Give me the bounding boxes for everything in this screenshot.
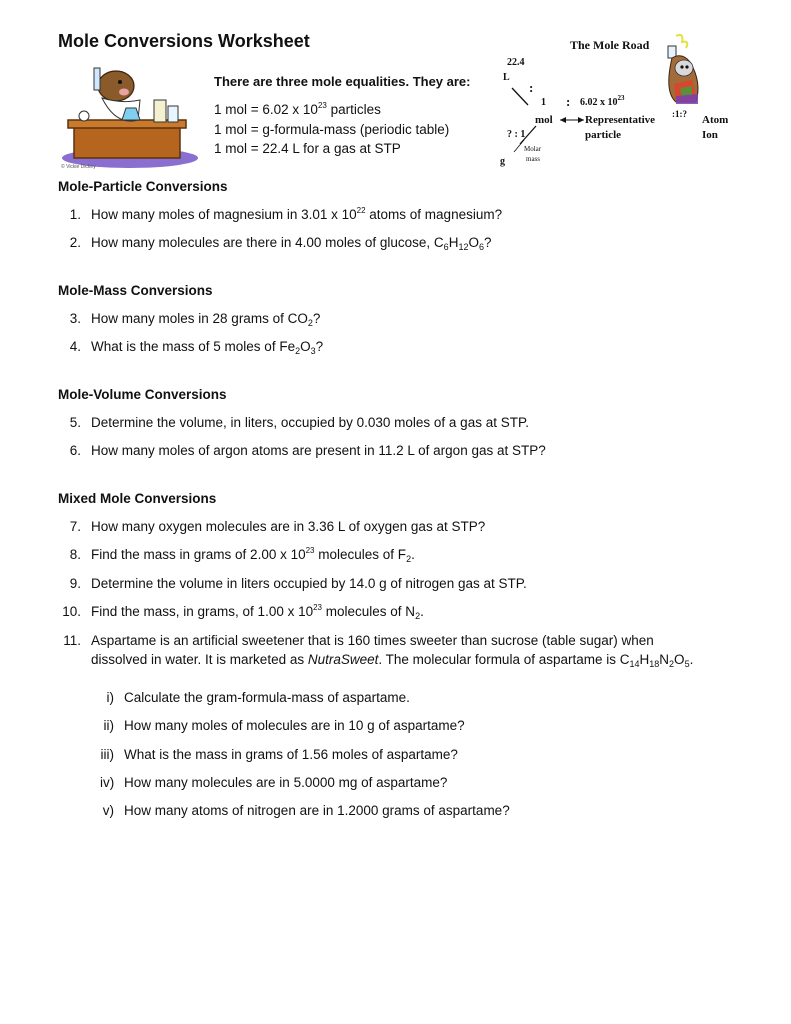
- question-6: 6. How many moles of argon atoms are present in 11.2 L of argon gas at STP?: [69, 443, 546, 458]
- road-one: 1: [541, 97, 546, 108]
- subpart-ii: ii) How many moles of molecules are in 10 g of aspartame?: [103, 718, 465, 733]
- road-mol: mol: [535, 114, 553, 126]
- road-molar: Molar: [524, 145, 542, 153]
- subpart-i: i) Calculate the gram-formula-mass of aspartame.: [106, 690, 410, 705]
- mole-flask-clipart: [662, 32, 706, 108]
- road-rep-1: Representative: [585, 114, 656, 126]
- subpart-v: v) How many atoms of nitrogen are in 1.2000 grams of aspartame?: [102, 803, 510, 818]
- road-volume-value: 22.4: [507, 57, 525, 68]
- road-mass: mass: [526, 155, 540, 163]
- question-9: 9. Determine the volume in liters occupied by 14.0 g of nitrogen gas at STP.: [69, 576, 527, 591]
- equality-particles: 1 mol = 6.02 x $10^{23}$ particles: [214, 101, 381, 117]
- road-rep-2: particle: [585, 129, 622, 141]
- equalities-heading: There are three mole equalities. They are:: [214, 74, 471, 89]
- question-11: 11. Aspartame is an artificial sweetener that is 160 times sweeter than sucrose (table sugar) when dissolved in water. It is marketed as NutraSweet. The molecular formula of aspartame is $C_{14}H_{18}N_2O_5$.: [63, 633, 694, 669]
- road-atom-ratio: :1:?: [672, 109, 687, 119]
- question-5: 5. Determine the volume, in liters, occupied by 0.030 moles of a gas at STP.: [69, 415, 529, 430]
- question-4: 4. What is the mass of 5 moles of $Fe_2O_3$?: [69, 339, 324, 356]
- mole-road-arrows: [500, 60, 670, 170]
- road-grams: g: [500, 156, 505, 167]
- question-10: 10. Find the mass, in grams, of 1.00 x $10^{23}$ molecules of $N_2$.: [62, 603, 424, 621]
- road-volume-ratio: :: [529, 80, 534, 95]
- road-particle-ratio: :: [566, 94, 571, 109]
- question-2: 2. How many molecules are there in 4.00 moles of glucose, $C_6H_{12}O_6$?: [69, 235, 492, 252]
- section-heading-mass: Mole-Mass Conversions: [58, 283, 213, 298]
- mole-road-title: The Mole Road: [570, 38, 650, 52]
- question-1: 1. How many moles of magnesium in 3.01 x $10^{22}$ atoms of magnesium?: [69, 206, 503, 222]
- equality-mass: 1 mol = g-formula-mass (periodic table): [214, 122, 450, 137]
- subpart-iii: iii) What is the mass in grams of 1.56 moles of aspartame?: [100, 747, 458, 762]
- clipart-credit: © Vickie Dickey: [61, 164, 96, 170]
- page-title: Mole Conversions Worksheet: [58, 31, 310, 51]
- road-atom: Atom: [702, 114, 729, 126]
- equality-volume: 1 mol = 22.4 L for a gas at STP: [214, 141, 401, 156]
- question-3: 3. How many moles in 28 grams of $CO_2$?: [69, 311, 321, 328]
- section-heading-mixed: Mixed Mole Conversions: [58, 491, 217, 506]
- road-avogadro: 6.02 x $10^{23}$: [580, 94, 625, 108]
- section-heading-volume: Mole-Volume Conversions: [58, 387, 227, 402]
- mole-chemist-clipart: [58, 64, 208, 174]
- question-8: 8. Find the mass in grams of 2.00 x $10^{23}$ molecules of $F_2$.: [69, 546, 415, 564]
- road-ion: Ion: [702, 129, 718, 141]
- question-7: 7. How many oxygen molecules are in 3.36 L of oxygen gas at STP?: [69, 519, 486, 534]
- road-mass-ratio: ? : 1: [507, 129, 526, 140]
- road-volume-unit: L: [503, 72, 510, 83]
- section-heading-particle: Mole-Particle Conversions: [58, 179, 228, 194]
- subpart-iv: iv) How many molecules are in 5.0000 mg of aspartame?: [100, 775, 448, 790]
- road-arrow-volume: [512, 88, 528, 105]
